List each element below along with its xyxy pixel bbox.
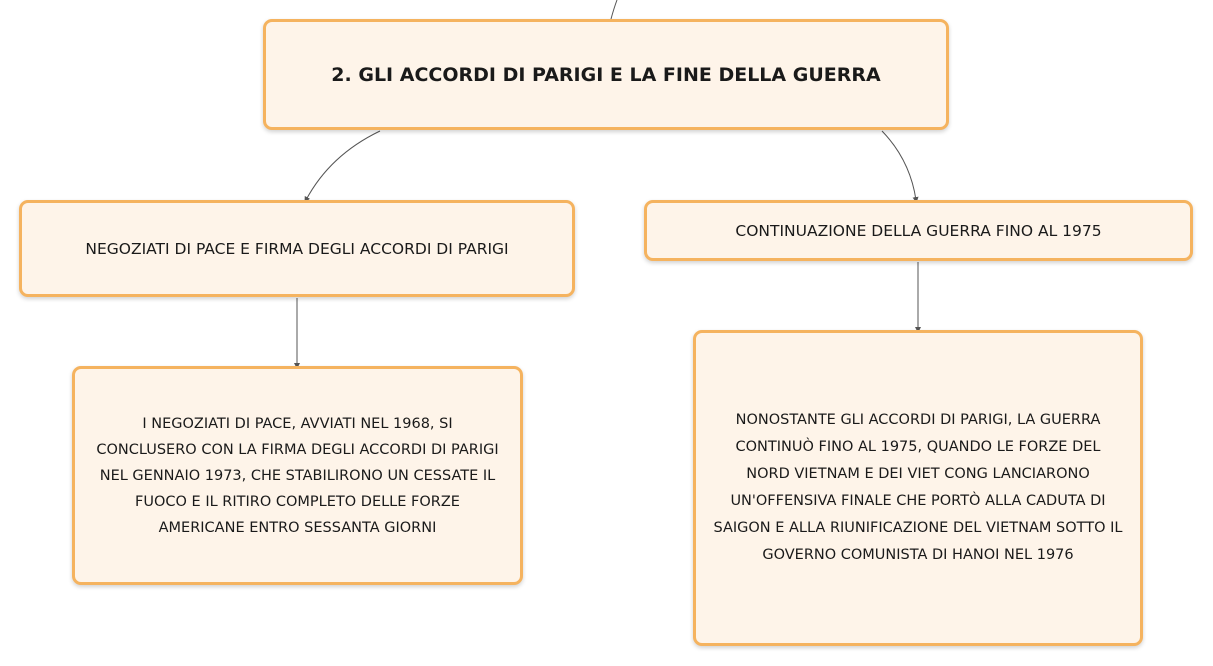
- left-branch-node[interactable]: [19, 200, 575, 297]
- root-node-label: 2. GLI ACCORDI DI PARIGI E LA FINE DELLA GUERRA: [331, 63, 881, 86]
- left-detail-node[interactable]: [72, 366, 523, 585]
- right-detail-node[interactable]: [693, 330, 1143, 646]
- left-detail-text: I NEGOZIATI DI PACE, AVVIATI NEL 1968, SI CONCLUSERO CON LA FIRMA DEGLI ACCORDI DI PARIGI NEL GENNAIO 1973, CHE STABILIRONO UN CESSATE IL FUOCO E IL RITIRO COMPLETO DELLE FORZE AMERICANE ENTRO SESSANTA GIORNI: [96, 415, 499, 536]
- connector-root-to-left-branch: [306, 131, 380, 200]
- connector-parent-to-root: [611, 0, 617, 19]
- right-detail-text: NONOSTANTE GLI ACCORDI DI PARIGI, LA GUERRA CONTINUÒ FINO AL 1975, QUANDO LE FORZE DEL NORD VIETNAM E DEI VIET CONG LANCIARONO UN'OFFENSIVA FINALE CHE PORTÒ ALLA CADUTA DI SAIGON E ALLA RIUNIFICAZIONE DEL VIETNAM SOTTO IL GOVERNO COMUNISTA DI HANOI NEL 1976: [713, 412, 1123, 563]
- right-branch-node[interactable]: [644, 200, 1193, 261]
- right-branch-label: CONTINUAZIONE DELLA GUERRA FINO AL 1975: [735, 221, 1102, 240]
- left-branch-label: NEGOZIATI DI PACE E FIRMA DEGLI ACCORDI DI PARIGI: [85, 239, 509, 258]
- connector-root-to-right-branch: [882, 131, 916, 200]
- root-node[interactable]: [263, 19, 949, 130]
